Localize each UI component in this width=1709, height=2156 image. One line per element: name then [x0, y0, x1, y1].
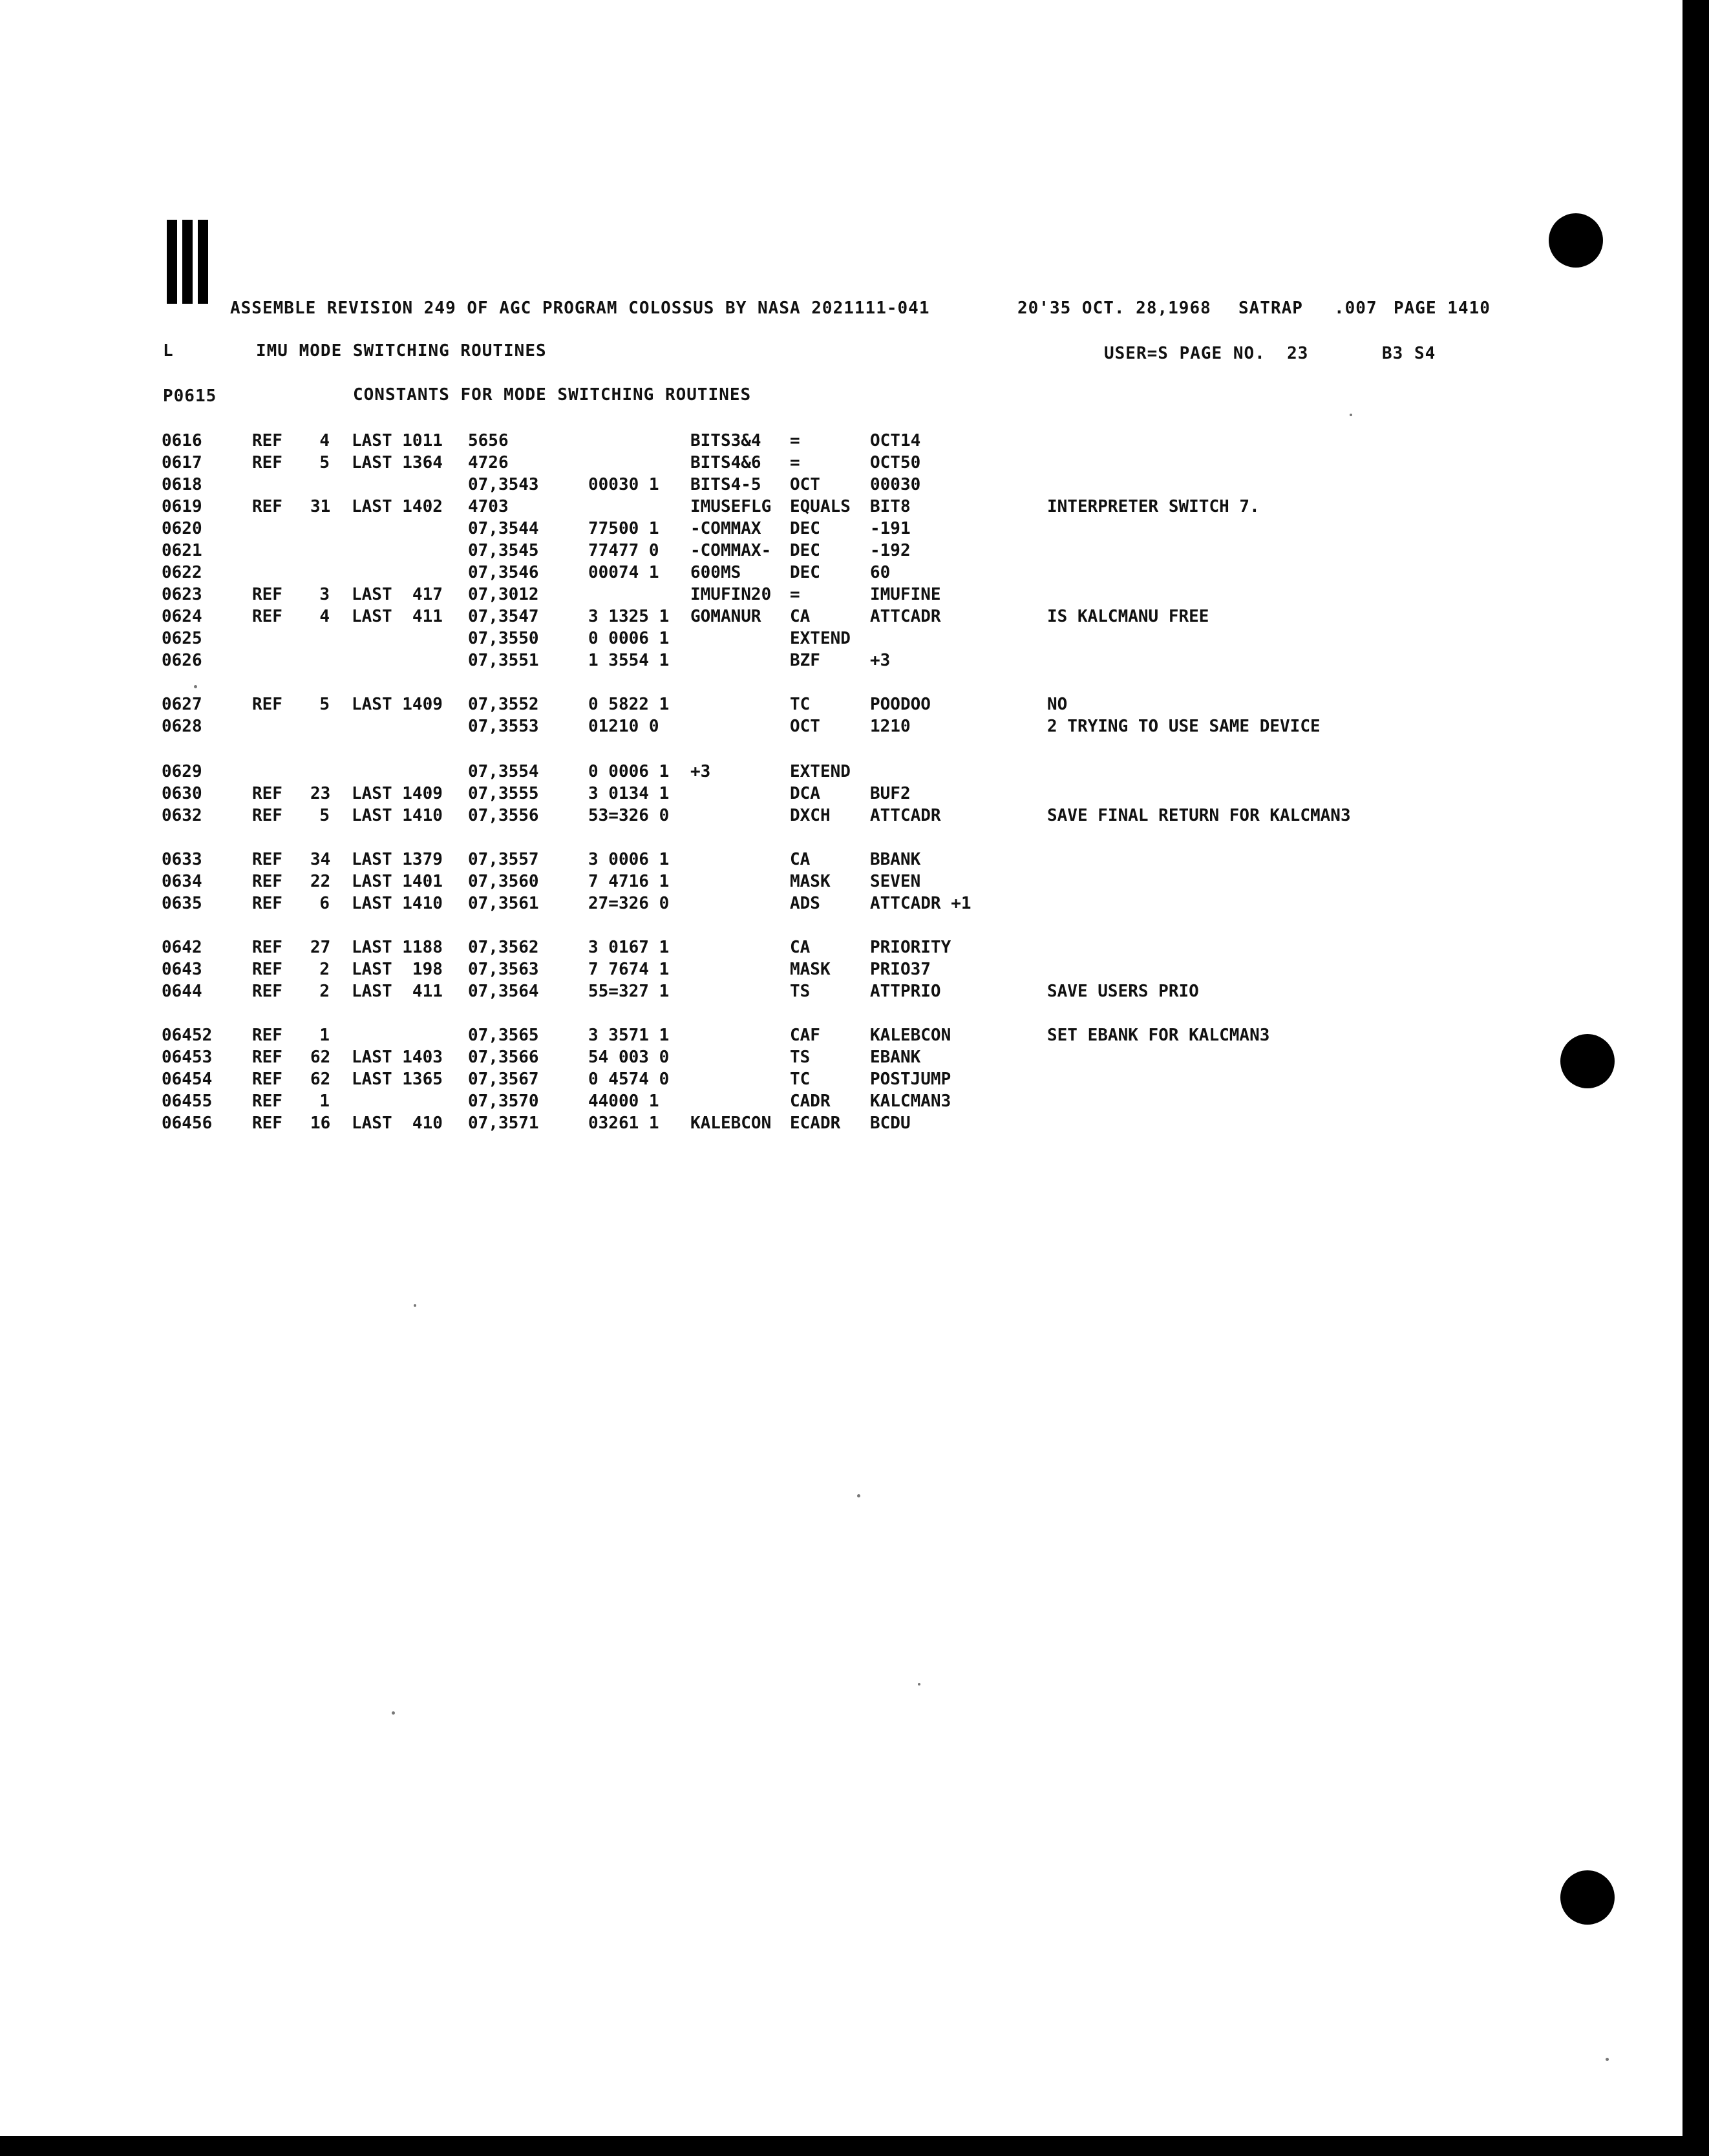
ref-tag: REF — [252, 784, 282, 803]
bank-code: B3 S4 — [1382, 344, 1436, 363]
address: 07,3561 — [468, 894, 539, 913]
ref-tag: REF — [252, 850, 282, 869]
last-ref: LAST 1401 — [352, 872, 443, 891]
comment: IS KALCMANU FREE — [1047, 607, 1209, 626]
octal-word: 55=327 1 — [588, 982, 670, 1001]
ref-count: 27 — [310, 938, 331, 957]
section-code: L — [163, 341, 174, 361]
address: 07,3545 — [468, 541, 539, 560]
operand: SEVEN — [870, 872, 921, 891]
marker-bar — [182, 220, 193, 304]
operand: +3 — [870, 651, 891, 670]
comment: SAVE USERS PRIO — [1047, 982, 1199, 1001]
operand: POODOO — [870, 695, 931, 714]
line-number: 06455 — [162, 1092, 213, 1111]
line-number: 06456 — [162, 1114, 213, 1133]
line-number: 0644 — [162, 982, 202, 1001]
operand: POSTJUMP — [870, 1070, 951, 1089]
line-number: 0622 — [162, 563, 202, 582]
octal-word: 0 0006 1 — [588, 629, 670, 648]
operand: 60 — [870, 563, 891, 582]
opcode: BZF — [790, 651, 820, 670]
address: 07,3544 — [468, 519, 539, 538]
operand: -191 — [870, 519, 911, 538]
operand: OCT50 — [870, 453, 921, 472]
scan-speck — [918, 1683, 920, 1686]
page-number: PAGE 1410 — [1394, 299, 1491, 318]
version: .007 — [1334, 299, 1377, 318]
operand: BCDU — [870, 1114, 911, 1133]
ref-count: 16 — [310, 1114, 331, 1133]
address: 07,3551 — [468, 651, 539, 670]
address: 07,3554 — [468, 762, 539, 781]
operand: ATTCADR — [870, 607, 941, 626]
ref-tag: REF — [252, 585, 282, 604]
opcode: CA — [790, 850, 811, 869]
octal-word: 0 0006 1 — [588, 762, 670, 781]
opcode: MASK — [790, 960, 831, 979]
opcode: MASK — [790, 872, 831, 891]
symbol-label: BITS4-5 — [690, 475, 761, 494]
address: 07,3571 — [468, 1114, 539, 1133]
operand: KALEBCON — [870, 1026, 951, 1045]
line-number: 0633 — [162, 850, 202, 869]
opcode: = — [790, 585, 800, 604]
line-number: 0618 — [162, 475, 202, 494]
octal-word: 77477 0 — [588, 541, 659, 560]
address: 07,3012 — [468, 585, 539, 604]
line-number: 0621 — [162, 541, 202, 560]
ref-count: 23 — [310, 784, 331, 803]
ref-count: 2 — [319, 982, 330, 1001]
last-ref: LAST 1188 — [352, 938, 443, 957]
opcode: TS — [790, 982, 811, 1001]
comment: 2 TRYING TO USE SAME DEVICE — [1047, 717, 1321, 736]
operand: ATTCADR — [870, 806, 941, 825]
ref-count: 34 — [310, 850, 331, 869]
line-number: 0619 — [162, 497, 202, 516]
opcode: CAF — [790, 1026, 820, 1045]
line-number: 0625 — [162, 629, 202, 648]
section-title: IMU MODE SWITCHING ROUTINES — [256, 341, 547, 361]
operand: ATTCADR +1 — [870, 894, 971, 913]
assemble-line: ASSEMBLE REVISION 249 OF AGC PROGRAM COLOSSUS BY NASA 2021111-041 — [230, 299, 930, 318]
subsection-title: CONSTANTS FOR MODE SWITCHING ROUTINES — [353, 385, 752, 405]
ref-count: 62 — [310, 1070, 331, 1089]
ref-tag: REF — [252, 1114, 282, 1133]
octal-word: 3 3571 1 — [588, 1026, 670, 1045]
address: 07,3547 — [468, 607, 539, 626]
opcode: OCT — [790, 717, 820, 736]
ref-count: 5 — [319, 453, 330, 472]
opcode: DXCH — [790, 806, 831, 825]
line-number: 0617 — [162, 453, 202, 472]
ref-count: 5 — [319, 695, 330, 714]
symbol-label: -COMMAX — [690, 519, 761, 538]
symbol-label: BITS3&4 — [690, 431, 761, 450]
last-ref: LAST 1403 — [352, 1048, 443, 1067]
comment: INTERPRETER SWITCH 7. — [1047, 497, 1260, 516]
opcode: EQUALS — [790, 497, 851, 516]
address: 07,3570 — [468, 1092, 539, 1111]
operand: PRIO37 — [870, 960, 931, 979]
line-number: 0629 — [162, 762, 202, 781]
octal-word: 00074 1 — [588, 563, 659, 582]
ref-tag: REF — [252, 431, 282, 450]
opcode: EXTEND — [790, 629, 851, 648]
symbol-label: 600MS — [690, 563, 741, 582]
ref-count: 2 — [319, 960, 330, 979]
octal-word: 0 4574 0 — [588, 1070, 670, 1089]
comment: NO — [1047, 695, 1068, 714]
line-number: 0634 — [162, 872, 202, 891]
last-ref: LAST 411 — [352, 982, 443, 1001]
ref-count: 1 — [319, 1092, 330, 1111]
octal-word: 54 003 0 — [588, 1048, 670, 1067]
octal-word: 03261 1 — [588, 1114, 659, 1133]
punch-hole-icon — [1549, 213, 1603, 268]
scan-speck — [414, 1304, 416, 1307]
ref-tag: REF — [252, 1026, 282, 1045]
last-ref: LAST 411 — [352, 607, 443, 626]
last-ref: LAST 1410 — [352, 894, 443, 913]
operand: OCT14 — [870, 431, 921, 450]
address: 4703 — [468, 497, 509, 516]
ref-count: 1 — [319, 1026, 330, 1045]
operand: BIT8 — [870, 497, 911, 516]
last-ref: LAST 198 — [352, 960, 443, 979]
address: 07,3543 — [468, 475, 539, 494]
ref-count: 22 — [310, 872, 331, 891]
line-number: 0630 — [162, 784, 202, 803]
opcode: = — [790, 453, 800, 472]
ref-tag: REF — [252, 982, 282, 1001]
line-number: 0643 — [162, 960, 202, 979]
symbol-label: IMUSEFLG — [690, 497, 772, 516]
address: 07,3567 — [468, 1070, 539, 1089]
scan-speck — [1606, 2058, 1609, 2061]
last-ref: LAST 410 — [352, 1114, 443, 1133]
octal-word: 3 0134 1 — [588, 784, 670, 803]
last-ref: LAST 1365 — [352, 1070, 443, 1089]
line-number: 0642 — [162, 938, 202, 957]
scan-speck — [1350, 414, 1352, 416]
address: 07,3563 — [468, 960, 539, 979]
octal-word: 53=326 0 — [588, 806, 670, 825]
symbol-label: KALEBCON — [690, 1114, 772, 1133]
address: 07,3564 — [468, 982, 539, 1001]
operand: PRIORITY — [870, 938, 951, 957]
user-name: SATRAP — [1238, 299, 1303, 318]
octal-word: 27=326 0 — [588, 894, 670, 913]
marker-bar — [198, 220, 208, 304]
operand: 1210 — [870, 717, 911, 736]
ref-count: 5 — [319, 806, 330, 825]
ref-count: 31 — [310, 497, 331, 516]
last-ref: LAST 1402 — [352, 497, 443, 516]
line-number: 0628 — [162, 717, 202, 736]
scan-speck — [857, 1494, 860, 1497]
opcode: CA — [790, 938, 811, 957]
octal-word: 01210 0 — [588, 717, 659, 736]
line-number: 0632 — [162, 806, 202, 825]
last-ref: LAST 1409 — [352, 695, 443, 714]
opcode: TC — [790, 695, 811, 714]
address: 07,3566 — [468, 1048, 539, 1067]
last-ref: LAST 417 — [352, 585, 443, 604]
line-number: 0627 — [162, 695, 202, 714]
scan-speck — [194, 685, 197, 688]
symbol-label: -COMMAX- — [690, 541, 772, 560]
line-number: 0635 — [162, 894, 202, 913]
ref-tag: REF — [252, 607, 282, 626]
ref-tag: REF — [252, 894, 282, 913]
opcode: OCT — [790, 475, 820, 494]
octal-word: 3 0006 1 — [588, 850, 670, 869]
address: 07,3552 — [468, 695, 539, 714]
symbol-label: GOMANUR — [690, 607, 761, 626]
opcode: ECADR — [790, 1114, 841, 1133]
line-number: 0623 — [162, 585, 202, 604]
opcode: DCA — [790, 784, 820, 803]
last-ref: LAST 1379 — [352, 850, 443, 869]
punch-hole-icon — [1560, 1870, 1615, 1925]
ref-tag: REF — [252, 1048, 282, 1067]
ref-count: 3 — [319, 585, 330, 604]
opcode: DEC — [790, 563, 820, 582]
line-number: 0624 — [162, 607, 202, 626]
ref-count: 4 — [319, 607, 330, 626]
ref-tag: REF — [252, 453, 282, 472]
address: 07,3557 — [468, 850, 539, 869]
operand: -192 — [870, 541, 911, 560]
scan-speck — [392, 1711, 395, 1715]
ref-tag: REF — [252, 695, 282, 714]
line-number: 06454 — [162, 1070, 213, 1089]
octal-word: 3 0167 1 — [588, 938, 670, 957]
opcode: DEC — [790, 541, 820, 560]
ref-tag: REF — [252, 872, 282, 891]
octal-word: 7 4716 1 — [588, 872, 670, 891]
ref-tag: REF — [252, 1070, 282, 1089]
address: 4726 — [468, 453, 509, 472]
address: 07,3556 — [468, 806, 539, 825]
octal-word: 0 5822 1 — [588, 695, 670, 714]
octal-word: 44000 1 — [588, 1092, 659, 1111]
line-number: 0616 — [162, 431, 202, 450]
address: 07,3546 — [468, 563, 539, 582]
operand: 00030 — [870, 475, 921, 494]
opcode: TC — [790, 1070, 811, 1089]
opcode: TS — [790, 1048, 811, 1067]
octal-word: 00030 1 — [588, 475, 659, 494]
line-number: 0620 — [162, 519, 202, 538]
last-ref: LAST 1011 — [352, 431, 443, 450]
opcode: CADR — [790, 1092, 831, 1111]
symbol-label: IMUFIN20 — [690, 585, 772, 604]
last-ref: LAST 1364 — [352, 453, 443, 472]
ref-count: 62 — [310, 1048, 331, 1067]
operand: IMUFINE — [870, 585, 941, 604]
address: 07,3562 — [468, 938, 539, 957]
ref-tag: REF — [252, 960, 282, 979]
ref-count: 4 — [319, 431, 330, 450]
operand: EBANK — [870, 1048, 921, 1067]
octal-word: 1 3554 1 — [588, 651, 670, 670]
octal-word: 77500 1 — [588, 519, 659, 538]
opcode: EXTEND — [790, 762, 851, 781]
octal-word: 7 7674 1 — [588, 960, 670, 979]
line-number: 0626 — [162, 651, 202, 670]
operand: KALCMAN3 — [870, 1092, 951, 1111]
last-ref: LAST 1410 — [352, 806, 443, 825]
ref-tag: REF — [252, 938, 282, 957]
line-number: 06452 — [162, 1026, 213, 1045]
last-ref: LAST 1409 — [352, 784, 443, 803]
address: 07,3560 — [468, 872, 539, 891]
ref-count: 6 — [319, 894, 330, 913]
comment: SET EBANK FOR KALCMAN3 — [1047, 1026, 1270, 1045]
symbol-label: +3 — [690, 762, 711, 781]
address: 07,3550 — [468, 629, 539, 648]
address: 07,3555 — [468, 784, 539, 803]
ref-tag: REF — [252, 1092, 282, 1111]
user-page: USER=S PAGE NO. 23 — [1104, 344, 1309, 363]
opcode: ADS — [790, 894, 820, 913]
operand: ATTPRIO — [870, 982, 941, 1001]
address: 5656 — [468, 431, 509, 450]
opcode: CA — [790, 607, 811, 626]
opcode: DEC — [790, 519, 820, 538]
address: 07,3565 — [468, 1026, 539, 1045]
symbol-label: BITS4&6 — [690, 453, 761, 472]
opcode: = — [790, 431, 800, 450]
operand: BUF2 — [870, 784, 911, 803]
ref-tag: REF — [252, 497, 282, 516]
black-marker-bars — [167, 220, 208, 304]
address: 07,3553 — [468, 717, 539, 736]
subsection-code: P0615 — [163, 386, 217, 406]
comment: SAVE FINAL RETURN FOR KALCMAN3 — [1047, 806, 1351, 825]
ref-tag: REF — [252, 806, 282, 825]
octal-word: 3 1325 1 — [588, 607, 670, 626]
marker-bar — [167, 220, 177, 304]
line-number: 06453 — [162, 1048, 213, 1067]
punch-hole-icon — [1560, 1034, 1615, 1088]
operand: BBANK — [870, 850, 921, 869]
timestamp: 20'35 OCT. 28,1968 — [1017, 299, 1211, 318]
